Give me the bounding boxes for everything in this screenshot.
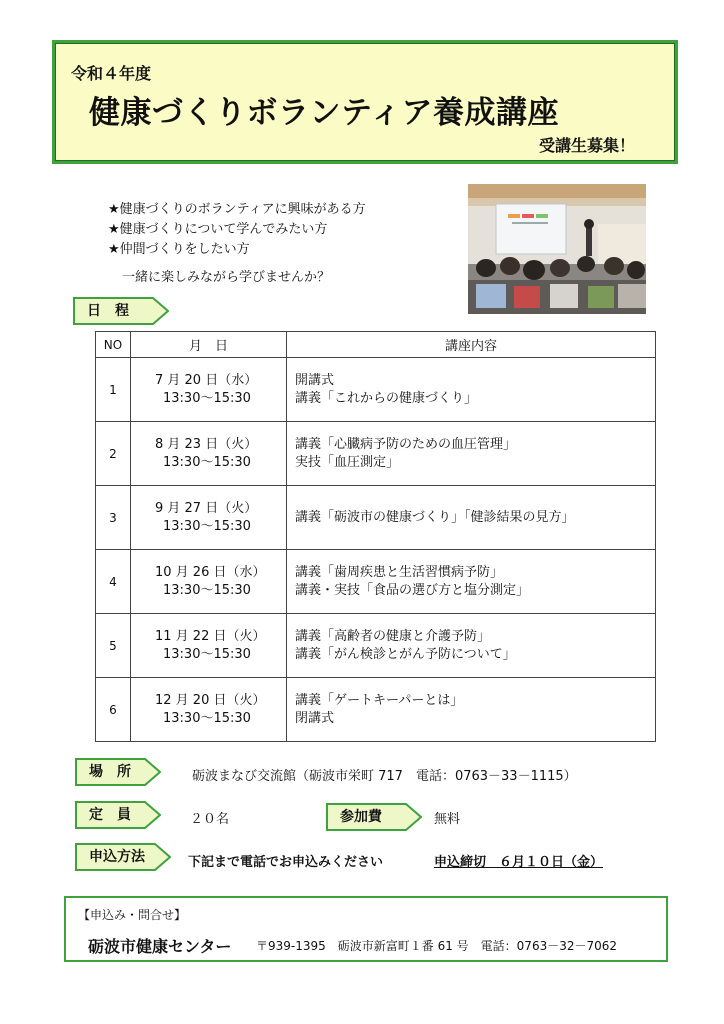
row-time: 13:30～15:30 [163,518,251,534]
row-time: 13:30～15:30 [163,582,251,598]
row-content-line: 開講式 [295,372,335,388]
row-content [287,614,656,678]
row-content-line: 講義「高齢者の健康と介護予防」 [295,628,491,644]
row-date: 11 月 22 日（火） [155,628,266,644]
row-no: 1 [96,358,131,422]
row-date: 12 月 20 日（火） [155,692,266,708]
table-row [96,614,656,678]
intro-bullet: ★健康づくりについて学んでみたい方 [108,222,328,237]
venue-label [75,758,161,786]
page-title: 健康づくりボランティア養成講座 [89,95,560,131]
row-content-line: 実技「血圧測定」 [295,454,400,470]
table-row [96,422,656,486]
row-content-line: 講義・実技「食品の選び方と塩分測定」 [295,582,530,598]
row-content-line: 講義「心臓病予防のための血圧管理」 [295,436,517,452]
contact-name: 砺波市健康センター [88,937,232,956]
table-header-row [96,332,656,358]
capacity-value: ２０名 [190,812,230,827]
row-date-cell [131,358,287,422]
venue-label-text: 場 所 [89,764,131,780]
fee-label [326,803,422,831]
apply-value: 下記まで電話でお申込みください [188,855,384,870]
row-content [287,422,656,486]
apply-label-text: 申込方法 [89,849,145,865]
row-date-cell [131,678,287,742]
row-date: 9 月 27 日（火） [155,500,258,516]
row-content [287,678,656,742]
row-content-line: 講義「歯周疾患と生活習慣病予防」 [295,564,504,580]
column-header-date: 月 日 [131,332,287,358]
column-header-no: NO [96,332,131,358]
row-time: 13:30～15:30 [163,390,251,406]
row-content [287,550,656,614]
row-no: 6 [96,678,131,742]
row-date-cell [131,550,287,614]
row-time: 13:30～15:30 [163,646,251,662]
apply-deadline: 申込締切 ６月１０日（金） [434,855,604,870]
schedule-table [95,331,656,742]
row-no: 2 [96,422,131,486]
lecture-photo [468,184,646,314]
header-banner [52,40,678,164]
row-no: 4 [96,550,131,614]
contact-header: 【申込み・問合せ】 [78,908,187,922]
row-no: 3 [96,486,131,550]
table-row [96,358,656,422]
row-content-line: 講義「これからの健康づくり」 [295,390,478,406]
apply-label [75,843,171,871]
header-subtitle: 受講生募集！ [538,136,635,155]
row-date-cell [131,422,287,486]
column-header-content: 講座内容 [287,332,656,358]
lecture-photo-image [468,184,646,314]
row-date-cell [131,614,287,678]
row-content-line: 講義「がん検診とがん予防について」 [295,646,516,662]
row-content-line: 講義「砺波市の健康づくり」「健診結果の見方」 [295,509,575,525]
contact-box [64,896,668,962]
intro-bullet: ★仲間づくりをしたい方 [108,242,250,257]
row-date: 8 月 23 日（火） [155,436,258,452]
row-no: 5 [96,614,131,678]
intro-bullet: ★健康づくりのボランティアに興味がある方 [108,202,366,217]
intro-list [108,200,366,260]
table-row [96,486,656,550]
row-content-line: 閉講式 [295,710,335,726]
row-date: 7 月 20 日（水） [155,372,258,388]
row-date: 10 月 26 日（水） [155,564,266,580]
capacity-label-text: 定 員 [89,807,131,823]
schedule-label [73,297,169,325]
row-content [287,358,656,422]
capacity-label [75,801,161,829]
table-row [96,550,656,614]
row-time: 13:30～15:30 [163,454,251,470]
row-date-cell [131,486,287,550]
row-content [287,486,656,550]
fee-label-text: 参加費 [340,809,382,825]
row-time: 13:30～15:30 [163,710,251,726]
schedule-label-text: 日 程 [87,303,129,319]
row-content-line: 講義「ゲートキーパーとは」 [295,692,464,708]
fee-value: 無料 [434,812,461,827]
venue-value: 砺波まなび交流館（砺波市栄町 717 電話：0763－33－1115） [192,769,577,784]
contact-address: 〒939-1395 砺波市新富町１番 61 号 電話：0763－32－7062 [256,939,618,953]
header-year: 令和４年度 [71,64,152,83]
table-row [96,678,656,742]
intro-invite: 一緒に楽しみながら学びませんか？ [122,270,331,285]
